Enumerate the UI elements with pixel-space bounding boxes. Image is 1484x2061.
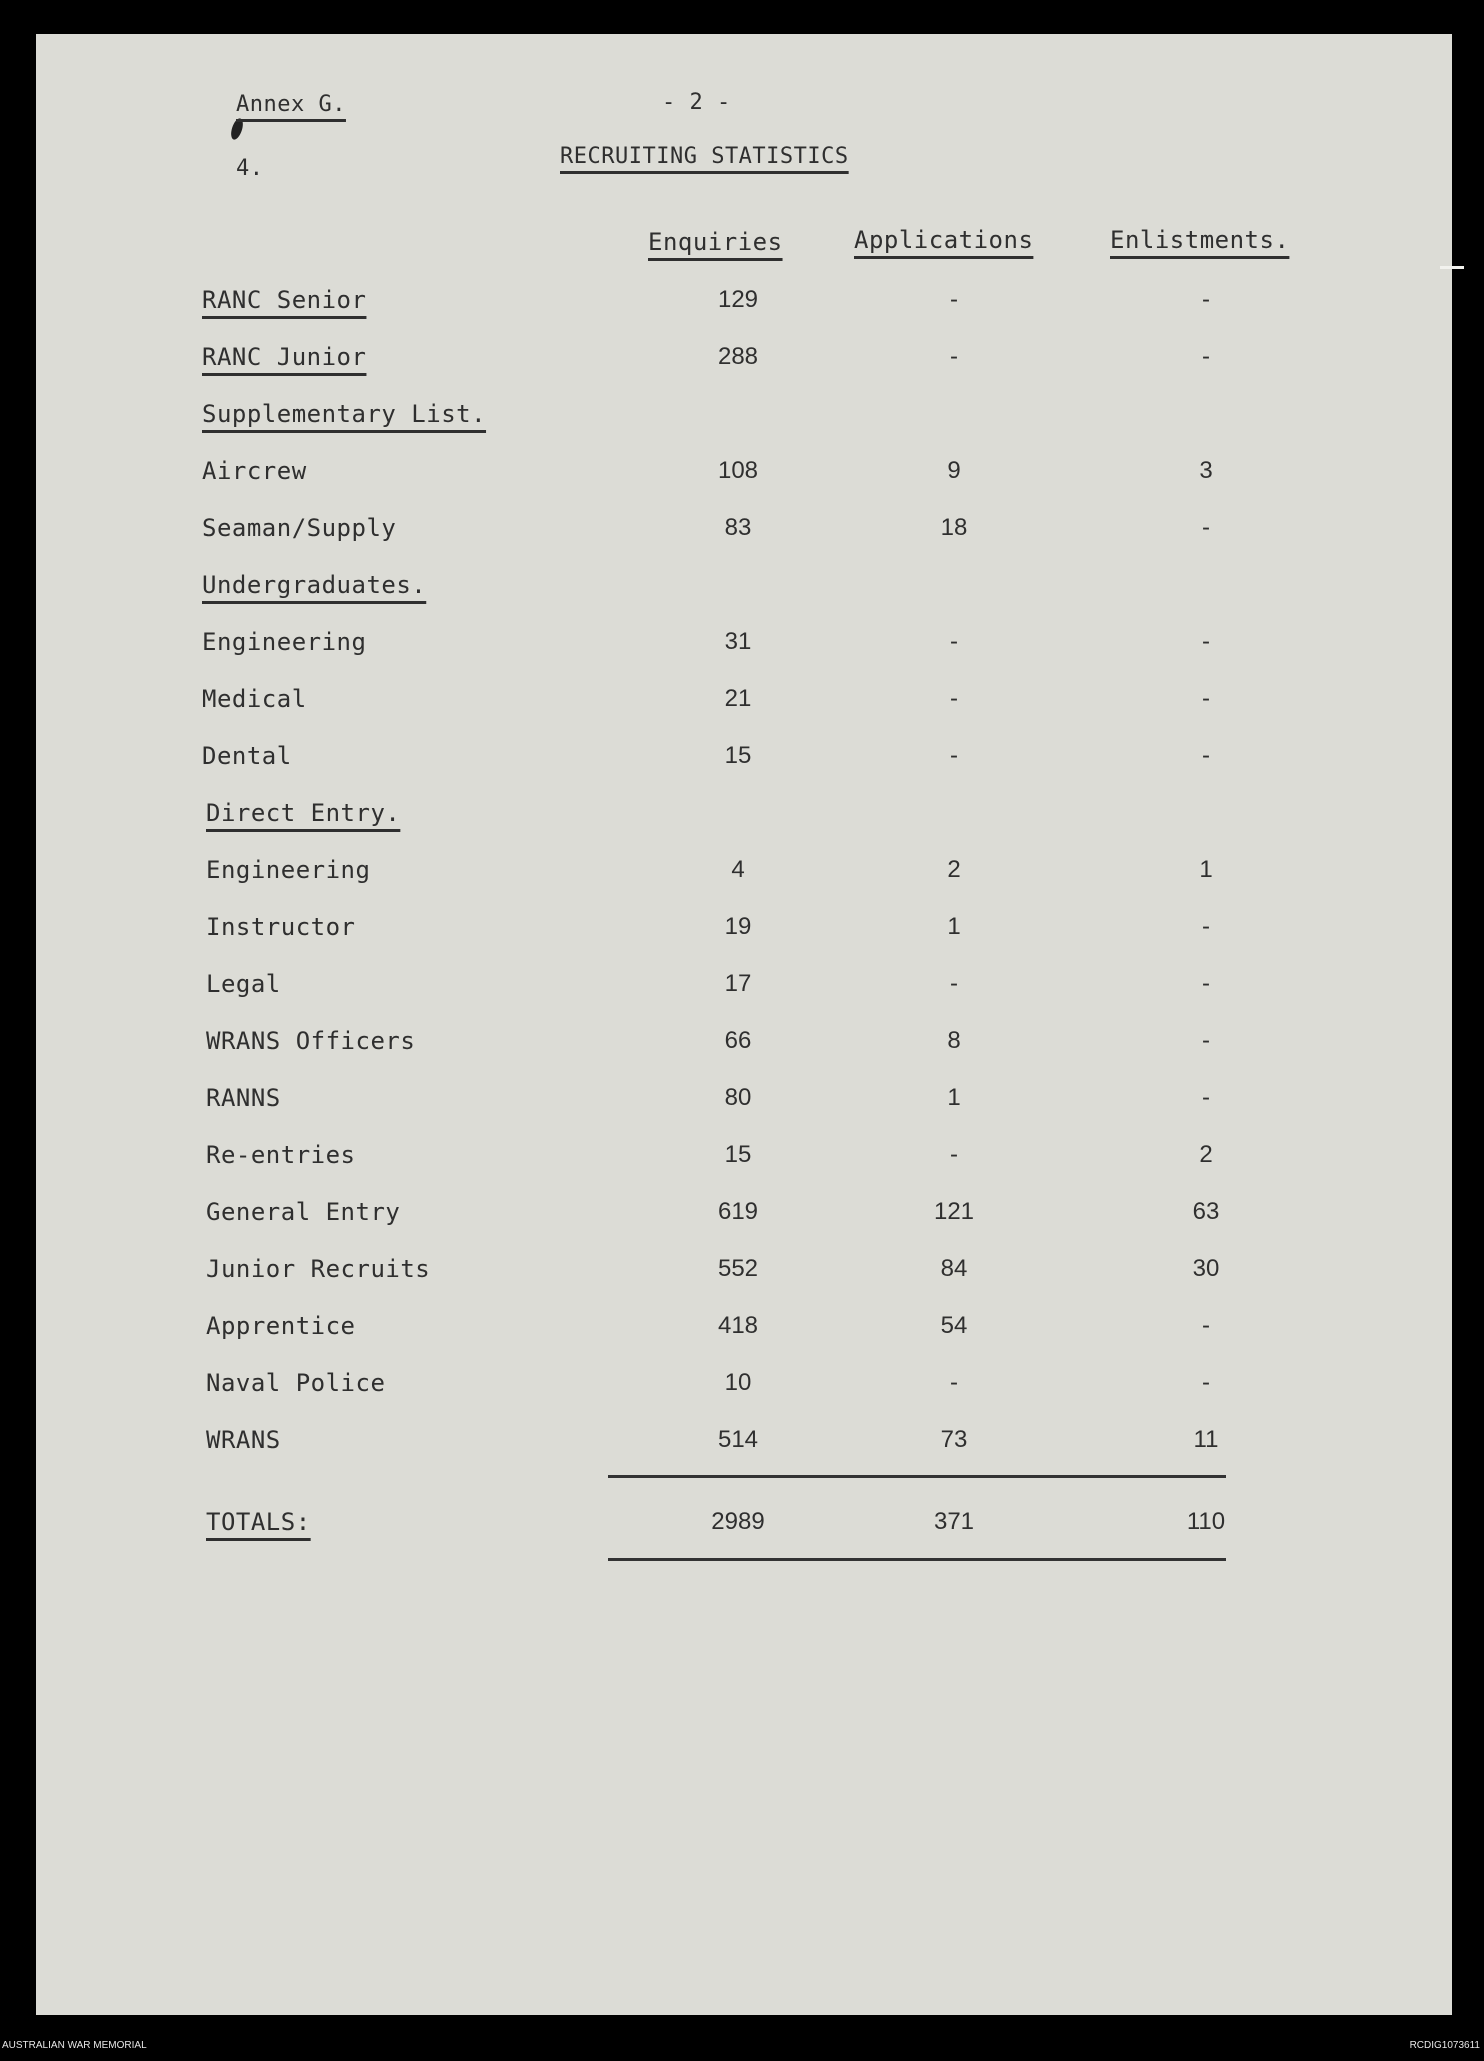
row-label: Medical <box>202 685 307 713</box>
enlistments-value: 2 <box>1199 1141 1213 1168</box>
enquiries-value: 31 <box>724 628 752 655</box>
enquiries-value: 288 <box>717 343 759 370</box>
table-row <box>36 742 1452 782</box>
table-row <box>36 685 1452 725</box>
row-label: Naval Police <box>206 1369 386 1397</box>
footer-id: RCDIG1073611 <box>1409 2040 1480 2051</box>
applications-value: 121 <box>933 1198 975 1225</box>
table-row <box>36 970 1452 1010</box>
applications-value: - <box>950 742 958 769</box>
page-number: - 2 - <box>662 90 731 115</box>
applications-value: - <box>950 343 958 370</box>
enlistments-value: 63 <box>1192 1198 1220 1225</box>
applications-value: - <box>950 970 958 997</box>
enlistments-total: 110 <box>1186 1508 1226 1535</box>
table-row <box>36 514 1452 554</box>
document-page <box>36 34 1452 2015</box>
row-label: Apprentice <box>206 1312 356 1340</box>
enlistments-value: - <box>1202 1027 1210 1054</box>
applications-value: 18 <box>940 514 968 541</box>
applications-value: - <box>950 1141 958 1168</box>
section-number: 4. <box>236 156 264 181</box>
page-title: RECRUITING STATISTICS <box>560 144 849 169</box>
applications-value: - <box>950 286 958 313</box>
applications-value: 1 <box>947 913 961 940</box>
enquiries-total: 2989 <box>711 1508 765 1535</box>
totals-label: TOTALS: <box>206 1508 311 1536</box>
paper-blemish <box>229 117 245 141</box>
footer-source: AUSTRALIAN WAR MEMORIAL <box>2 2040 147 2051</box>
table-row <box>36 913 1452 953</box>
table-row <box>36 1027 1452 1067</box>
enquiries-value: 10 <box>724 1369 752 1396</box>
row-label: Junior Recruits <box>206 1255 431 1283</box>
enquiries-value: 80 <box>724 1084 752 1111</box>
enlistments-value: - <box>1202 286 1210 313</box>
header-enlistments: Enlistments. <box>1110 226 1290 254</box>
row-label: Dental <box>202 742 292 770</box>
section-heading: Undergraduates. <box>202 571 427 599</box>
row-label: RANC Junior <box>202 343 367 371</box>
enquiries-value: 19 <box>724 913 752 940</box>
table-row <box>36 457 1452 497</box>
enlistments-value: - <box>1202 1369 1210 1396</box>
enquiries-value: 514 <box>717 1426 759 1453</box>
enlistments-value: - <box>1202 628 1210 655</box>
section-heading: Supplementary List. <box>202 400 487 428</box>
enlistments-value: 11 <box>1193 1426 1219 1453</box>
enlistments-value: - <box>1202 1084 1210 1111</box>
table-row <box>36 1312 1452 1352</box>
section-heading-row <box>36 400 1452 440</box>
enlistments-value: - <box>1202 1312 1210 1339</box>
section-heading: Direct Entry. <box>206 799 401 827</box>
enlistments-value: - <box>1202 514 1210 541</box>
applications-value: - <box>950 685 958 712</box>
enquiries-value: 17 <box>724 970 752 997</box>
section-heading-row <box>36 799 1452 839</box>
applications-value: - <box>950 628 958 655</box>
applications-value: 2 <box>947 856 961 883</box>
table-row <box>36 286 1452 326</box>
table-row <box>36 1198 1452 1238</box>
row-label: WRANS Officers <box>206 1027 416 1055</box>
table-row <box>36 343 1452 383</box>
enlistments-value: 1 <box>1199 856 1213 883</box>
enquiries-value: 4 <box>731 856 745 883</box>
applications-value: 84 <box>940 1255 968 1282</box>
applications-value: 1 <box>947 1084 961 1111</box>
enlistments-value: - <box>1202 343 1210 370</box>
header-applications: Applications <box>854 226 1034 254</box>
enquiries-value: 15 <box>724 1141 752 1168</box>
totals-row <box>36 1508 1452 1548</box>
enlistments-value: - <box>1202 970 1210 997</box>
table-row <box>36 1369 1452 1409</box>
enlistments-value: - <box>1202 685 1210 712</box>
row-label: Instructor <box>206 913 356 941</box>
table-row <box>36 1141 1452 1181</box>
row-label: Aircrew <box>202 457 307 485</box>
enquiries-value: 15 <box>724 742 752 769</box>
applications-value: 9 <box>947 457 961 484</box>
enquiries-value: 21 <box>724 685 752 712</box>
row-label: Legal <box>206 970 281 998</box>
enlistments-value: 30 <box>1192 1255 1220 1282</box>
enquiries-value: 552 <box>717 1255 759 1282</box>
paper-edge-mark <box>1440 266 1464 269</box>
applications-value: 73 <box>940 1426 968 1453</box>
row-label: WRANS <box>206 1426 281 1454</box>
enquiries-value: 129 <box>717 286 759 313</box>
row-label: General Entry <box>206 1198 401 1226</box>
header-enquiries: Enquiries <box>648 228 783 256</box>
annex-label: Annex G. <box>236 92 346 117</box>
section-heading-row <box>36 571 1452 611</box>
row-label: Seaman/Supply <box>202 514 397 542</box>
table-row <box>36 1426 1452 1466</box>
totals-top-rule <box>608 1475 1226 1478</box>
row-label: RANC Senior <box>202 286 367 314</box>
enquiries-value: 83 <box>724 514 752 541</box>
enquiries-value: 108 <box>717 457 759 484</box>
row-label: RANNS <box>206 1084 281 1112</box>
table-row <box>36 856 1452 896</box>
row-label: Re-entries <box>206 1141 356 1169</box>
applications-value: 8 <box>947 1027 961 1054</box>
enquiries-value: 66 <box>724 1027 752 1054</box>
applications-value: - <box>950 1369 958 1396</box>
table-row <box>36 1255 1452 1295</box>
totals-bottom-rule <box>608 1558 1226 1561</box>
enquiries-value: 619 <box>717 1198 759 1225</box>
applications-total: 371 <box>933 1508 975 1535</box>
enlistments-value: - <box>1202 913 1210 940</box>
enlistments-value: 3 <box>1199 457 1213 484</box>
applications-value: 54 <box>940 1312 968 1339</box>
table-row <box>36 628 1452 668</box>
row-label: Engineering <box>206 856 371 884</box>
enquiries-value: 418 <box>717 1312 759 1339</box>
table-row <box>36 1084 1452 1124</box>
row-label: Engineering <box>202 628 367 656</box>
enlistments-value: - <box>1202 742 1210 769</box>
